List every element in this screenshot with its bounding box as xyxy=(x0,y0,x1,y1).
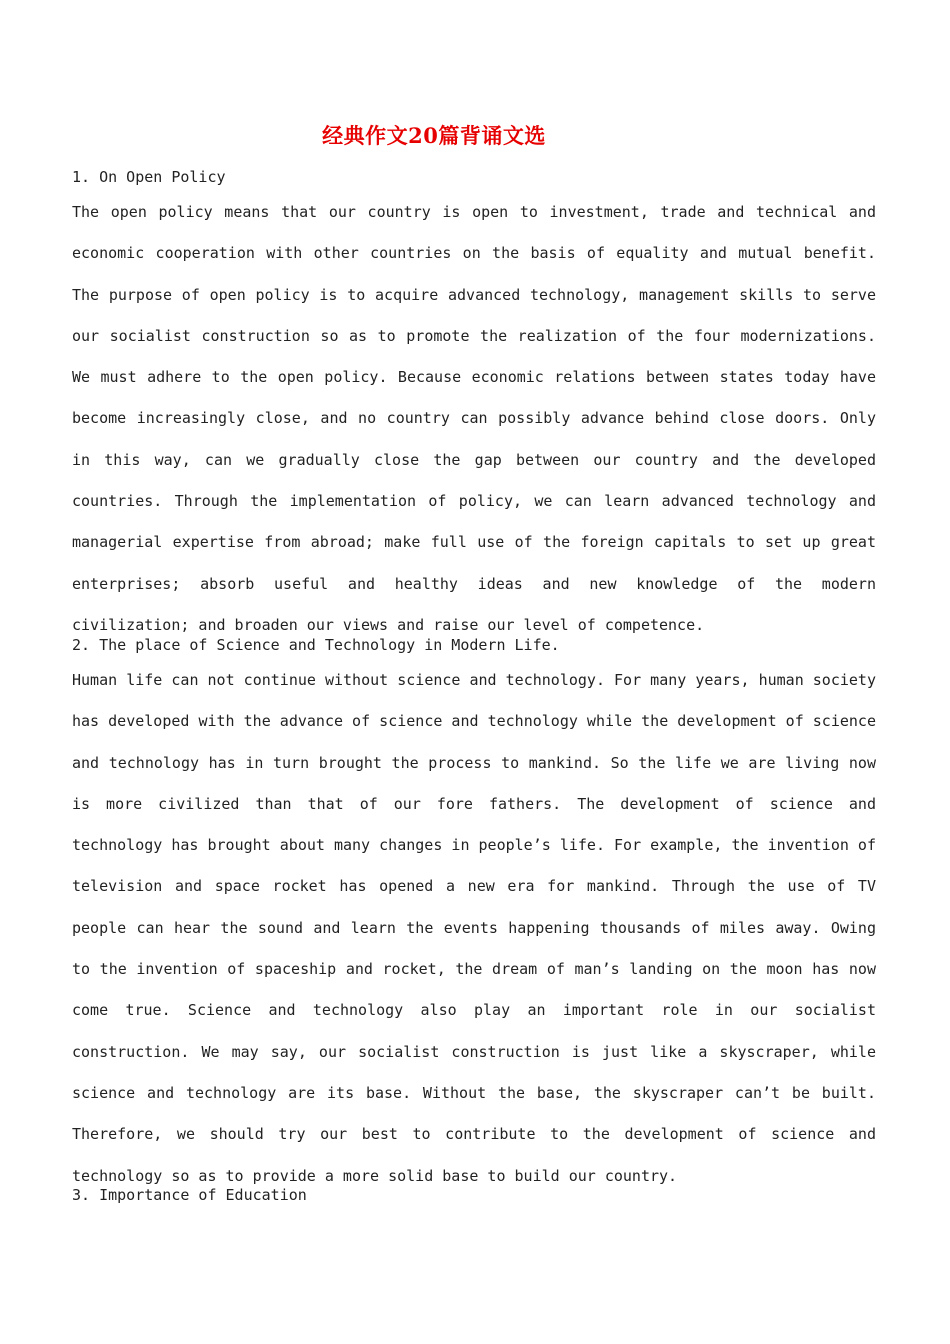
section-heading-open-policy: 1. On Open Policy xyxy=(72,168,226,186)
section-body-science-technology: Human life can not continue without science and technology. For many years, human society has developed with the advance of science and technology while the development of science and technology has in turn brought the process to mankind. So the life we are living now is more civilized than that of our fore fathers. The development of science and technology has brought about many changes in people’s life. For example, the invention of television and space rocket has opened a new era for mankind. Through the use of TV people can hear the sound and learn the events happening thousands of miles away. Owing to the invention of spaceship and rocket, the dream of man’s landing on the moon has now come true. Science and technology also play an important role in our socialist construction. We may say, our socialist construction is just like a skyscraper, while science and technology are its base. Without the base, the skyscraper can’t be built. Therefore, we should try our best to contribute to the development of science and technology so as to provide a more solid base to build our country. xyxy=(72,671,876,1185)
section-heading-education: 3. Importance of Education xyxy=(72,1186,307,1204)
section-body-open-policy: The open policy means that our country is open to investment, trade and technical and economic cooperation with other countries on the basis of equality and mutual benefit. The purpose of open policy is to acquire advanced technology, management skills to serve our socialist construction so as to promote the realization of the four modernizations. We must adhere to the open policy. Because economic relations between states today have become increasingly close, and no country can possibly advance behind close doors. Only in this way, can we gradually close the gap between our country and the developed countries. Through the implementation of policy, we can learn advanced technology and managerial expertise from abroad; make full use of the foreign capitals to set up great enterprises; absorb useful and healthy ideas and new knowledge of the modern civilization; and broaden our views and raise our level of competence. xyxy=(72,203,876,634)
section-heading-science-technology: 2. The place of Science and Technology in Modern Life. xyxy=(72,636,560,654)
document-title: 经典作文20篇背诵文选 xyxy=(322,123,546,148)
